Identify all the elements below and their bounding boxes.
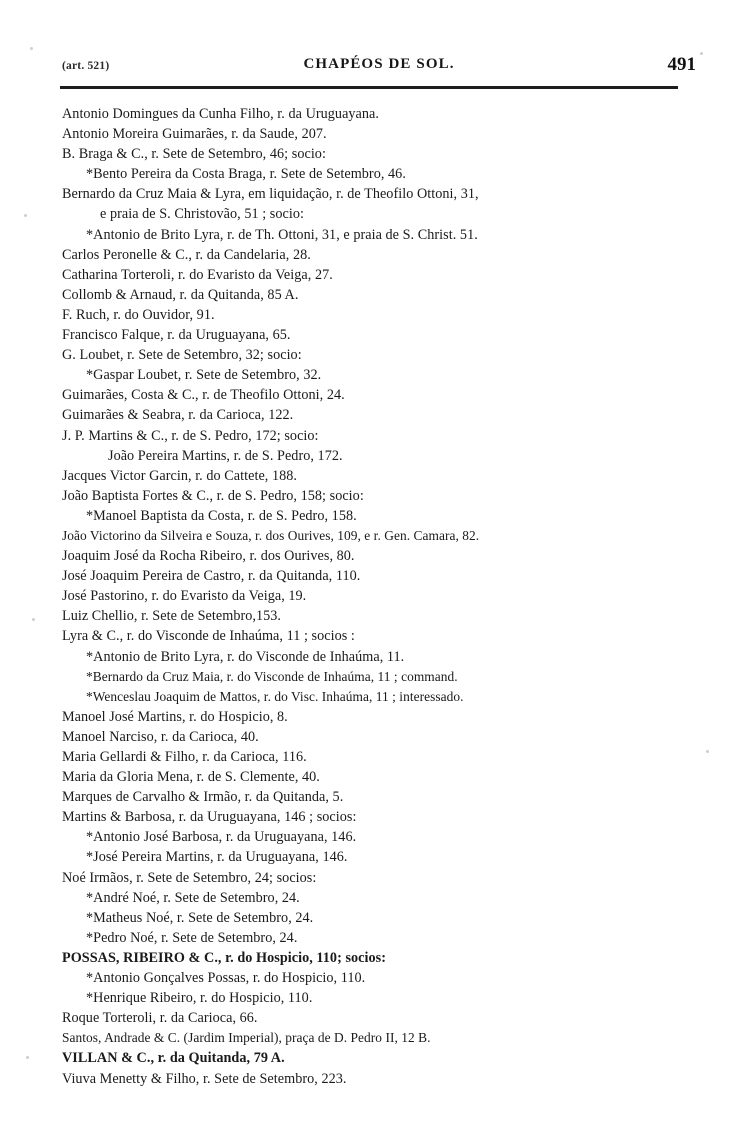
directory-entry: F. Ruch, r. do Ouvidor, 91. — [62, 306, 215, 323]
directory-entry: Guimarães & Seabra, r. da Carioca, 122. — [62, 407, 294, 424]
directory-subentry: *Antonio Gonçalves Possas, r. do Hospicio, 110. — [86, 970, 366, 987]
directory-entry: Maria da Gloria Mena, r. de S. Clemente, 40. — [62, 769, 320, 786]
directory-subentry: *Bernardo da Cruz Maia, r. do Visconde de Inhaúma, 11 ; command. — [86, 668, 458, 684]
directory-entry: Catharina Torteroli, r. do Evaristo da Veiga, 27. — [62, 266, 333, 283]
paper-speck — [30, 47, 33, 50]
directory-subentry: *Antonio de Brito Lyra, r. do Visconde de Inhaúma, 11. — [86, 648, 405, 665]
directory-subentry: *Antonio José Barbosa, r. da Uruguayana, 146. — [86, 829, 357, 846]
directory-entry: B. Braga & C., r. Sete de Setembro, 46; socio: — [62, 146, 326, 163]
directory-entry: Carlos Peronelle & C., r. da Candelaria, 28. — [62, 246, 311, 263]
directory-subentry: *Pedro Noé, r. Sete de Setembro, 24. — [86, 929, 298, 946]
paper-speck — [26, 1056, 29, 1059]
page-title: CHAPÉOS DE SOL. — [303, 56, 455, 72]
directory-entry: José Pastorino, r. do Evaristo da Veiga, 19. — [62, 588, 307, 605]
paper-speck — [706, 750, 709, 753]
directory-entry: Jacques Victor Garcin, r. do Cattete, 188. — [62, 467, 298, 484]
directory-entry: Lyra & C., r. do Visconde de Inhaúma, 11 ; socios : — [62, 628, 355, 645]
directory-entry: Martins & Barbosa, r. da Uruguayana, 146 ; socios: — [62, 809, 357, 826]
directory-entry: João Baptista Fortes & C., r. de S. Pedro, 158; socio: — [62, 487, 364, 504]
page-number: 491 — [667, 54, 696, 75]
directory-entry: Marques de Carvalho & Irmão, r. da Quitanda, 5. — [62, 789, 344, 806]
directory-subentry: e praia de S. Christovão, 51 ; socio: — [100, 206, 304, 223]
paper-speck — [32, 618, 35, 621]
directory-entry: Luiz Chellio, r. Sete de Setembro,153. — [62, 608, 282, 625]
paper-speck — [700, 52, 703, 55]
directory-entry: Manoel José Martins, r. do Hospicio, 8. — [62, 708, 288, 725]
directory-subentry: *Gaspar Loubet, r. Sete de Setembro, 32. — [86, 367, 322, 384]
directory-entry: Roque Torteroli, r. da Carioca, 66. — [62, 1010, 258, 1027]
directory-entry: Maria Gellardi & Filho, r. da Carioca, 116. — [62, 749, 307, 765]
directory-entry-list — [62, 104, 702, 1089]
page-header — [62, 56, 696, 82]
directory-entry: Guimarães, Costa & C., r. de Theofilo Ottoni, 24. — [62, 387, 345, 404]
directory-subentry: *Manoel Baptista da Costa, r. de S. Pedro, 158. — [86, 507, 357, 524]
paper-speck — [24, 214, 27, 217]
directory-entry: Antonio Domingues da Cunha Filho, r. da Uruguayana. — [62, 106, 379, 122]
directory-entry: G. Loubet, r. Sete de Setembro, 32; socio: — [62, 347, 302, 364]
directory-entry: João Victorino da Silveira e Souza, r. dos Ourives, 109, e r. Gen. Camara, 82. — [62, 527, 480, 543]
directory-entry: Collomb & Arnaud, r. da Quitanda, 85 A. — [62, 286, 299, 303]
directory-subentry: *André Noé, r. Sete de Setembro, 24. — [86, 889, 300, 906]
directory-subentry: *Antonio de Brito Lyra, r. de Th. Ottoni, 31, e praia de S. Christ. 51. — [86, 226, 478, 243]
directory-subentry: João Pereira Martins, r. de S. Pedro, 172. — [108, 447, 343, 464]
directory-entry: Viuva Menetty & Filho, r. Sete de Setembro, 223. — [62, 1070, 347, 1087]
directory-subentry: *Bento Pereira da Costa Braga, r. Sete de Setembro, 46. — [86, 166, 406, 183]
directory-entry: Santos, Andrade & C. (Jardim Imperial), praça de D. Pedro II, 12 B. — [62, 1030, 431, 1046]
directory-entry: Antonio Moreira Guimarães, r. da Saude, 207. — [62, 126, 327, 143]
directory-entry: J. P. Martins & C., r. de S. Pedro, 172; socio: — [62, 427, 319, 444]
directory-entry: Manoel Narciso, r. da Carioca, 40. — [62, 728, 259, 745]
directory-entry: VILLAN & C., r. da Quitanda, 79 A. — [62, 1050, 285, 1067]
directory-subentry: *José Pereira Martins, r. da Uruguayana, 146. — [86, 849, 348, 866]
directory-entry: Francisco Falque, r. da Uruguayana, 65. — [62, 327, 291, 344]
directory-entry: Noé Irmãos, r. Sete de Setembro, 24; socios: — [62, 869, 317, 886]
directory-entry: Joaquim José da Rocha Ribeiro, r. dos Ourives, 80. — [62, 548, 355, 565]
directory-entry: POSSAS, RIBEIRO & C., r. do Hospicio, 110; socios: — [62, 949, 386, 966]
directory-subentry: *Henrique Ribeiro, r. do Hospicio, 110. — [86, 990, 313, 1007]
directory-subentry: *Wenceslau Joaquim de Mattos, r. do Visc. Inhaúma, 11 ; interessado. — [86, 688, 464, 704]
directory-subentry: *Matheus Noé, r. Sete de Setembro, 24. — [86, 909, 314, 926]
directory-entry: Bernardo da Cruz Maia & Lyra, em liquidação, r. de Theofilo Ottoni, 31, — [62, 186, 479, 203]
header-article-reference: (art. 521) — [62, 60, 110, 72]
header-divider — [60, 86, 678, 89]
directory-entry: José Joaquim Pereira de Castro, r. da Quitanda, 110. — [62, 568, 361, 585]
